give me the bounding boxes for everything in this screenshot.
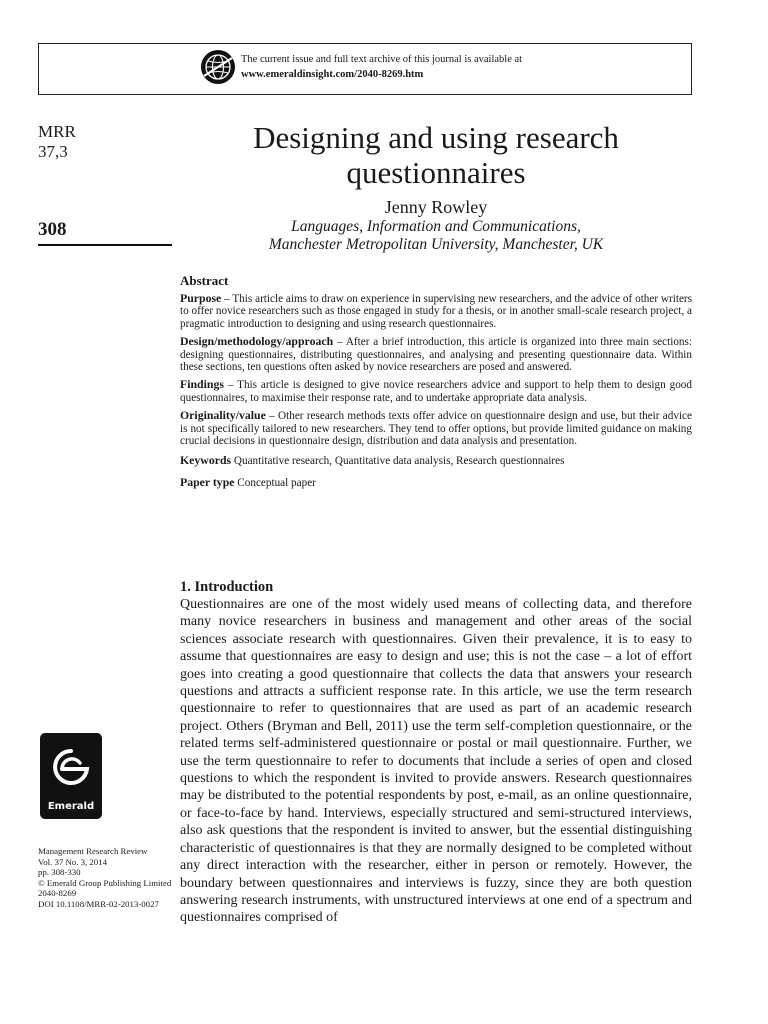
citation-doi[interactable]: DOI 10.1108/MRR-02-2013-0027	[38, 898, 159, 909]
page-number: 308	[38, 219, 67, 240]
affiliation-line: Languages, Information and Communications,	[291, 218, 581, 235]
introduction-body: Questionnaires are one of the most widely used means of collecting data, and therefore many novice researchers in business and management and other areas of the social sciences associate research with questionnaires. Given their prevalence, it is to easy to assume that questionnaires are easy to design and use; this is not the case – a lot of effort goes into creating a good questionnaire that collects the data that answers your research questions and attracts a sufficient response rate. In this article, we use the term research questionnaire to refer to questionnaires that are used as part of an academic research project. Others (Bryman and Bell, 2011) use the term self-completion questionnaire, or the related terms self-administered questionnaire or postal or mail questionnaire. Further, we use the term questionnaire to refer to documents that include a series of open and closed questions to which the respondent is invited to provide answers. Research questionnaires may be distributed to the potential respondents by post, e-mail, as an online questionnaire, or face-to-face by hand. Interviews, especially structured and semi-structured interviews, also ask questions that the respondent is invited to answer, but the essential distinguishing characteristic of questionnaires is that they are normally designed to be completed without any direct interaction with the researcher, either in person or remotely. However, the boundary between questionnaires and interviews is fuzzy, since they are both question answering research instruments, with unstructured interviews at one end of a spectrum and questionnaires comprised of	[180, 597, 692, 926]
journal-volume-issue: 37,3	[38, 142, 68, 161]
abstract-keywords	[180, 454, 692, 467]
abstract-text: – After a brief introduction, this article is organized into three main sections: designing questionnaires, distributing questionnaires, and analysing and presenting questionnaire data. Within these sections, ten questions often asked by novice researchers are posed and answered.	[180, 336, 692, 374]
article-title: Designing and using research questionnaires	[253, 120, 619, 190]
abstract-label: Paper type	[180, 474, 235, 489]
abstract-text: – This article aims to draw on experience in supervising new researchers, and the advice of other writers to offer novice researchers such as those engaged in study for a thesis, or in another small-scale research project, a pragmatic introduction to designing and using research questionnaires.	[180, 293, 692, 330]
globe-icon	[201, 50, 235, 84]
abstract-label: Design/methodology/approach	[180, 334, 334, 349]
citation-line: 2040-8269	[38, 888, 77, 899]
citation-block	[38, 846, 178, 910]
affiliation-line: Manchester Metropolitan University, Manchester, UK	[268, 236, 604, 253]
emerald-logo-icon	[40, 733, 102, 819]
journal-code-block	[38, 122, 76, 162]
citation-line: © Emerald Group Publishing Limited	[38, 877, 172, 888]
introduction-section	[180, 578, 692, 927]
abstract-text: Quantitative research, Quantitative data analysis, Research questionnaires	[231, 455, 565, 468]
citation-line: pp. 308-330	[38, 867, 81, 878]
abstract-text: Conceptual paper	[234, 476, 316, 489]
banner-url-link[interactable]: www.emeraldinsight.com/2040-8269.htm	[241, 69, 424, 80]
abstract-originality	[180, 409, 692, 447]
abstract-label: Keywords	[180, 453, 232, 468]
abstract-findings	[180, 378, 692, 404]
journal-code: MRR	[38, 122, 76, 141]
journal-archive-banner	[38, 43, 692, 95]
banner-line: The current issue and full text archive of this journal is available at	[241, 54, 523, 65]
citation-line: Vol. 37 No. 3, 2014	[38, 856, 107, 867]
abstract-paper-type	[180, 476, 692, 489]
citation-line: Management Research Review	[38, 846, 148, 856]
article-author: Jenny Rowley	[384, 197, 488, 217]
abstract-purpose	[180, 292, 692, 330]
abstract-label: Findings	[180, 377, 224, 392]
abstract-label: Originality/value	[180, 408, 266, 423]
abstract	[180, 273, 692, 494]
author-affiliation	[180, 218, 692, 254]
abstract-text: – Other research methods texts offer advice on questionnaire design and use, but their advice is not specifically tailored to new researchers. They tend to offer options, but provide limited guidance on making crucial decisions in questionnaire design, distribution and data analysis and presentation.	[180, 410, 692, 448]
abstract-text: – This article is designed to give novice researchers advice and support to help them to design good questionnaires, to maximise their response rate, and to undertake appropriate data analysis.	[180, 379, 692, 404]
publisher-name: Emerald	[47, 801, 95, 812]
abstract-heading: Abstract	[180, 273, 229, 288]
abstract-label: Purpose	[180, 291, 222, 305]
section-heading: 1. Introduction	[180, 579, 274, 595]
abstract-design	[180, 335, 692, 373]
page-number-rule	[38, 244, 172, 246]
